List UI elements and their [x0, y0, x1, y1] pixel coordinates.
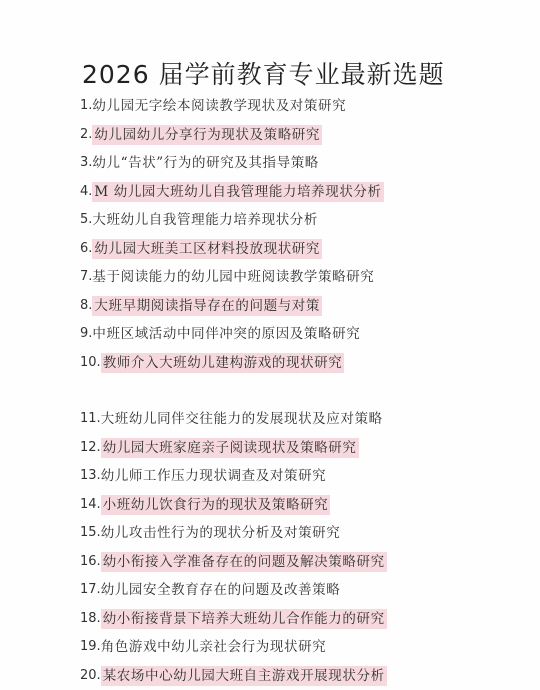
topic-number: 15.: [80, 525, 101, 540]
topic-item: [80, 206, 520, 235]
topic-number: 5.: [80, 212, 93, 227]
topic-text: 幼儿攻击性行为的现状分析及对策研究: [100, 525, 341, 541]
topic-item: [80, 548, 520, 577]
topic-item: [80, 92, 520, 121]
topic-number: 12.: [80, 439, 101, 455]
topic-text-highlighted: 幼儿园幼儿分享行为现状及策略研究: [94, 126, 321, 143]
topic-item: [80, 292, 520, 321]
topic-item: [80, 662, 520, 690]
topic-number: 18.: [80, 610, 101, 626]
topic-item: [80, 405, 520, 434]
topic-item: [80, 263, 520, 292]
topic-number: 19.: [80, 639, 101, 654]
topic-text: 幼儿师工作压力现状调查及对策研究: [100, 468, 327, 484]
topic-item: [80, 434, 520, 463]
topic-item: [80, 349, 520, 378]
topic-item: [80, 491, 520, 520]
topic-item: [80, 633, 520, 662]
topic-list: [80, 92, 520, 690]
topic-text: 幼儿园无字绘本阅读教学现状及对策研究: [92, 98, 347, 114]
topic-number: 4.: [80, 183, 93, 199]
topic-number: 7.: [80, 269, 93, 284]
topic-number: 16.: [80, 553, 101, 569]
topic-item: [80, 149, 520, 178]
topic-text-highlighted: M 幼儿园大班幼儿自我管理能力培养现状分析: [94, 183, 382, 200]
topic-item: [80, 519, 520, 548]
topic-number: 3.: [80, 155, 93, 170]
topic-text-highlighted: 幼小衔接背景下培养大班幼儿合作能力的研究: [102, 610, 385, 627]
topic-number: 17.: [80, 582, 101, 597]
topic-item: [80, 121, 520, 150]
topic-number: 1.: [80, 98, 93, 113]
topic-text-highlighted: 某农场中心幼儿园大班自主游戏开展现状分析: [102, 667, 385, 684]
topic-text-highlighted: 幼儿园大班家庭亲子阅读现状及策略研究: [102, 439, 357, 456]
topic-text: 中班区域活动中同伴冲突的原因及策略研究: [92, 326, 361, 342]
topic-number: 6.: [80, 240, 93, 256]
topic-number: 13.: [80, 468, 101, 483]
topic-item: [80, 235, 520, 264]
page-title: 2026 届学前教育专业最新选题: [82, 60, 445, 89]
topic-number: 9.: [80, 326, 93, 341]
topic-number: 20.: [80, 667, 101, 683]
topic-item: [80, 462, 520, 491]
topic-number: 8.: [80, 297, 93, 313]
topic-text: 基于阅读能力的幼儿园中班阅读教学策略研究: [92, 269, 375, 285]
topic-text-highlighted: 教师介入大班幼儿建构游戏的现状研究: [102, 354, 343, 371]
topic-item: [80, 320, 520, 349]
topic-text: 角色游戏中幼儿亲社会行为现状研究: [100, 639, 327, 655]
topic-number: 2.: [80, 126, 93, 142]
topic-item: [80, 576, 520, 605]
topic-text-highlighted: 幼小衔接入学准备存在的问题及解决策略研究: [102, 553, 385, 570]
topic-text: 幼儿园安全教育存在的问题及改善策略: [100, 582, 341, 598]
topic-number: 11.: [80, 411, 101, 426]
topic-text: 大班幼儿自我管理能力培养现状分析: [92, 212, 319, 228]
topic-text: 幼儿“告状”行为的研究及其指导策略: [92, 155, 319, 171]
topic-text-highlighted: 小班幼儿饮食行为的现状及策略研究: [102, 496, 329, 513]
topic-text-highlighted: 大班早期阅读指导存在的问题与对策: [94, 297, 321, 314]
topic-item: [80, 178, 520, 207]
topic-number: 10.: [80, 354, 101, 370]
topic-item: [80, 605, 520, 634]
topic-text-highlighted: 幼儿园大班美工区材料投放现状研究: [94, 240, 321, 257]
topic-number: 14.: [80, 496, 101, 512]
topic-text: 大班幼儿同伴交往能力的发展现状及应对策略: [100, 411, 383, 427]
